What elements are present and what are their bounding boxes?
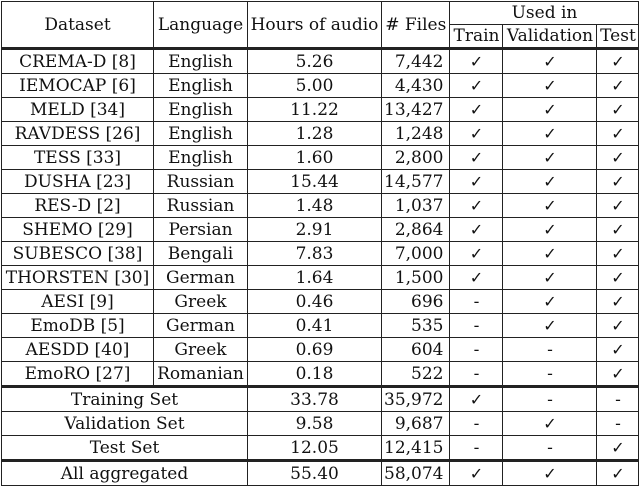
test-cell: ✓ bbox=[597, 194, 639, 218]
test-cell: ✓ bbox=[597, 74, 639, 98]
validation-cell: ✓ bbox=[503, 290, 597, 314]
test-cell: ✓ bbox=[597, 461, 639, 486]
files-cell: 604 bbox=[382, 338, 450, 362]
validation-cell: ✓ bbox=[503, 412, 597, 436]
train-cell: ✓ bbox=[450, 49, 503, 74]
table-row bbox=[2, 266, 639, 290]
files-cell: 1,037 bbox=[382, 194, 450, 218]
train-cell: - bbox=[450, 412, 503, 436]
validation-cell: ✓ bbox=[503, 146, 597, 170]
dataset-cell: TESS [33] bbox=[2, 146, 154, 170]
train-cell: - bbox=[450, 290, 503, 314]
language-cell: Russian bbox=[154, 194, 248, 218]
train-cell: ✓ bbox=[450, 242, 503, 266]
test-cell: ✓ bbox=[597, 290, 639, 314]
test-cell: ✓ bbox=[597, 338, 639, 362]
dataset-cell: AESDD [40] bbox=[2, 338, 154, 362]
test-cell: ✓ bbox=[597, 170, 639, 194]
validation-cell: ✓ bbox=[503, 49, 597, 74]
dataset-cell: CREMA-D [8] bbox=[2, 49, 154, 74]
files-cell: 35,972 bbox=[382, 387, 450, 412]
files-cell: 696 bbox=[382, 290, 450, 314]
header-hours: Hours of audio bbox=[248, 2, 382, 49]
language-cell: Greek bbox=[154, 290, 248, 314]
hours-cell: 15.44 bbox=[248, 170, 382, 194]
language-cell: English bbox=[154, 74, 248, 98]
files-cell: 9,687 bbox=[382, 412, 450, 436]
validation-cell: ✓ bbox=[503, 266, 597, 290]
language-cell: Russian bbox=[154, 170, 248, 194]
validation-cell: - bbox=[503, 387, 597, 412]
files-cell: 4,430 bbox=[382, 74, 450, 98]
train-cell: - bbox=[450, 362, 503, 387]
dataset-cell: RAVDESS [26] bbox=[2, 122, 154, 146]
summary-label-cell: Validation Set bbox=[2, 412, 248, 436]
validation-cell: ✓ bbox=[503, 461, 597, 486]
train-cell: ✓ bbox=[450, 266, 503, 290]
table-row bbox=[2, 338, 639, 362]
header-test: Test bbox=[597, 25, 639, 49]
table-row bbox=[2, 242, 639, 266]
train-cell: ✓ bbox=[450, 387, 503, 412]
hours-cell: 2.91 bbox=[248, 218, 382, 242]
train-cell: ✓ bbox=[450, 218, 503, 242]
validation-cell: ✓ bbox=[503, 74, 597, 98]
hours-cell: 9.58 bbox=[248, 412, 382, 436]
files-cell: 1,500 bbox=[382, 266, 450, 290]
dataset-cell: SUBESCO [38] bbox=[2, 242, 154, 266]
validation-cell: - bbox=[503, 338, 597, 362]
test-cell: ✓ bbox=[597, 146, 639, 170]
hours-cell: 1.60 bbox=[248, 146, 382, 170]
validation-cell: ✓ bbox=[503, 194, 597, 218]
files-cell: 535 bbox=[382, 314, 450, 338]
header-used-in: Used in bbox=[450, 2, 639, 25]
validation-cell: - bbox=[503, 362, 597, 387]
header-train: Train bbox=[450, 25, 503, 49]
language-cell: Persian bbox=[154, 218, 248, 242]
train-cell: ✓ bbox=[450, 146, 503, 170]
test-cell: - bbox=[597, 412, 639, 436]
language-cell: English bbox=[154, 98, 248, 122]
validation-cell: ✓ bbox=[503, 314, 597, 338]
test-cell: ✓ bbox=[597, 242, 639, 266]
train-cell: - bbox=[450, 338, 503, 362]
test-cell: ✓ bbox=[597, 314, 639, 338]
validation-cell: ✓ bbox=[503, 98, 597, 122]
summary-label-cell: Training Set bbox=[2, 387, 248, 412]
validation-cell: ✓ bbox=[503, 218, 597, 242]
hours-cell: 0.41 bbox=[248, 314, 382, 338]
dataset-cell: EmoRO [27] bbox=[2, 362, 154, 387]
dataset-cell: DUSHA [23] bbox=[2, 170, 154, 194]
table-row bbox=[2, 122, 639, 146]
train-cell: - bbox=[450, 314, 503, 338]
files-cell: 1,248 bbox=[382, 122, 450, 146]
dataset-cell: RES-D [2] bbox=[2, 194, 154, 218]
hours-cell: 12.05 bbox=[248, 436, 382, 461]
test-cell: ✓ bbox=[597, 49, 639, 74]
test-cell: ✓ bbox=[597, 362, 639, 387]
test-cell: ✓ bbox=[597, 218, 639, 242]
validation-cell: - bbox=[503, 436, 597, 461]
dataset-cell: AESI [9] bbox=[2, 290, 154, 314]
aggregate-label-cell: All aggregated bbox=[2, 461, 248, 486]
files-cell: 2,800 bbox=[382, 146, 450, 170]
dataset-cell: IEMOCAP [6] bbox=[2, 74, 154, 98]
test-cell: ✓ bbox=[597, 436, 639, 461]
hours-cell: 33.78 bbox=[248, 387, 382, 412]
language-cell: Romanian bbox=[154, 362, 248, 387]
language-cell: German bbox=[154, 314, 248, 338]
hours-cell: 5.00 bbox=[248, 74, 382, 98]
train-cell: ✓ bbox=[450, 170, 503, 194]
hours-cell: 1.28 bbox=[248, 122, 382, 146]
test-cell: ✓ bbox=[597, 122, 639, 146]
table-row bbox=[2, 146, 639, 170]
validation-cell: ✓ bbox=[503, 170, 597, 194]
summary-row bbox=[2, 387, 639, 412]
train-cell: ✓ bbox=[450, 74, 503, 98]
files-cell: 522 bbox=[382, 362, 450, 387]
language-cell: English bbox=[154, 49, 248, 74]
test-cell: - bbox=[597, 387, 639, 412]
language-cell: German bbox=[154, 266, 248, 290]
table-row bbox=[2, 218, 639, 242]
language-cell: Greek bbox=[154, 338, 248, 362]
hours-cell: 0.18 bbox=[248, 362, 382, 387]
header-dataset: Dataset bbox=[2, 2, 154, 49]
files-cell: 7,000 bbox=[382, 242, 450, 266]
dataset-cell: THORSTEN [30] bbox=[2, 266, 154, 290]
summary-label-cell: Test Set bbox=[2, 436, 248, 461]
table-row bbox=[2, 98, 639, 122]
table-row bbox=[2, 74, 639, 98]
hours-cell: 0.69 bbox=[248, 338, 382, 362]
train-cell: - bbox=[450, 436, 503, 461]
test-cell: ✓ bbox=[597, 266, 639, 290]
summary-row bbox=[2, 436, 639, 461]
table-row bbox=[2, 170, 639, 194]
hours-cell: 5.26 bbox=[248, 49, 382, 74]
dataset-cell: SHEMO [29] bbox=[2, 218, 154, 242]
train-cell: ✓ bbox=[450, 98, 503, 122]
dataset-cell: EmoDB [5] bbox=[2, 314, 154, 338]
language-cell: English bbox=[154, 146, 248, 170]
files-cell: 14,577 bbox=[382, 170, 450, 194]
table-row bbox=[2, 362, 639, 387]
files-cell: 13,427 bbox=[382, 98, 450, 122]
hours-cell: 55.40 bbox=[248, 461, 382, 486]
validation-cell: ✓ bbox=[503, 122, 597, 146]
summary-row bbox=[2, 412, 639, 436]
files-cell: 7,442 bbox=[382, 49, 450, 74]
test-cell: ✓ bbox=[597, 98, 639, 122]
header-files: # Files bbox=[382, 2, 450, 49]
table-row bbox=[2, 49, 639, 74]
validation-cell: ✓ bbox=[503, 242, 597, 266]
header-language: Language bbox=[154, 2, 248, 49]
header-row-1 bbox=[2, 2, 639, 25]
train-cell: ✓ bbox=[450, 461, 503, 486]
train-cell: ✓ bbox=[450, 194, 503, 218]
hours-cell: 1.64 bbox=[248, 266, 382, 290]
table-row bbox=[2, 194, 639, 218]
files-cell: 2,864 bbox=[382, 218, 450, 242]
language-cell: English bbox=[154, 122, 248, 146]
header-validation: Validation bbox=[503, 25, 597, 49]
dataset-cell: MELD [34] bbox=[2, 98, 154, 122]
hours-cell: 1.48 bbox=[248, 194, 382, 218]
files-cell: 58,074 bbox=[382, 461, 450, 486]
hours-cell: 7.83 bbox=[248, 242, 382, 266]
aggregate-row bbox=[2, 461, 639, 486]
language-cell: Bengali bbox=[154, 242, 248, 266]
hours-cell: 0.46 bbox=[248, 290, 382, 314]
dataset-table bbox=[1, 1, 639, 486]
hours-cell: 11.22 bbox=[248, 98, 382, 122]
table-row bbox=[2, 314, 639, 338]
train-cell: ✓ bbox=[450, 122, 503, 146]
table-row bbox=[2, 290, 639, 314]
files-cell: 12,415 bbox=[382, 436, 450, 461]
